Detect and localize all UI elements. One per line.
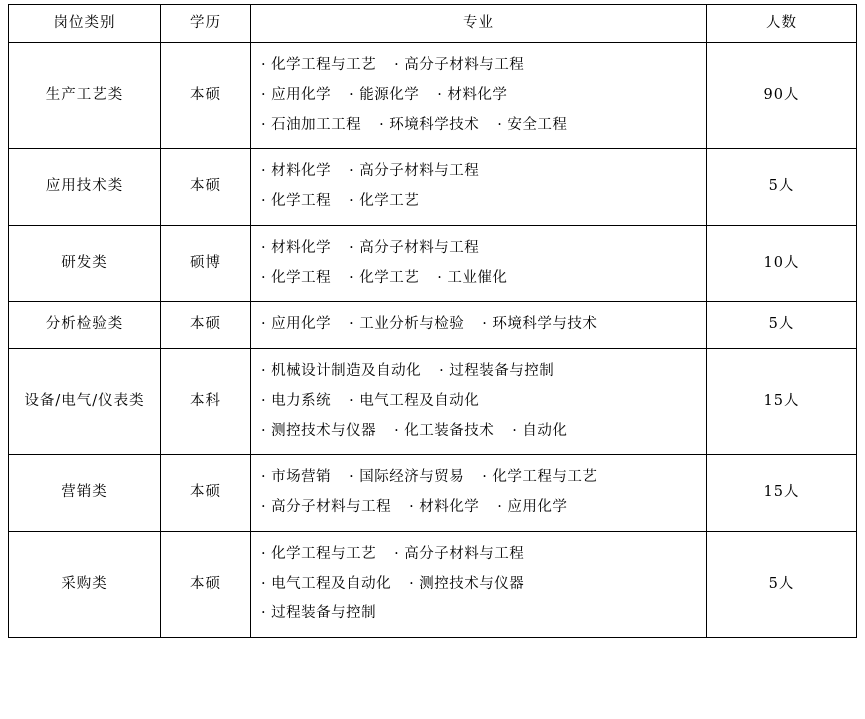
major-item [261, 270, 331, 286]
major-label: 化学工艺 [359, 269, 420, 286]
major-line [261, 417, 700, 447]
major-item [261, 469, 331, 485]
cell-count: 5人 [707, 531, 857, 637]
bullet-icon: · [437, 269, 443, 286]
major-item [261, 605, 376, 621]
cell-majors [251, 302, 707, 349]
bullet-icon: · [349, 86, 355, 103]
cell-category: 生产工艺类 [9, 43, 161, 149]
bullet-icon: · [261, 575, 267, 592]
major-item [349, 316, 464, 332]
major-item [261, 57, 376, 73]
table-header [9, 5, 857, 43]
major-label: 高分子材料与工程 [271, 499, 392, 515]
table-row [9, 349, 857, 455]
bullet-icon: · [409, 499, 415, 515]
major-item [497, 499, 567, 515]
major-label: 石油加工工程 [271, 116, 362, 133]
major-line [261, 187, 700, 217]
cell-count: 5人 [707, 302, 857, 349]
bullet-icon: · [261, 163, 267, 180]
bullet-icon: · [497, 116, 503, 133]
major-label: 化学工程与工艺 [271, 57, 377, 73]
major-label: 化学工艺 [359, 193, 420, 209]
major-line [261, 234, 700, 264]
major-line [261, 599, 700, 629]
cell-majors [251, 455, 707, 532]
cell-category: 营销类 [9, 455, 161, 532]
major-item [409, 576, 524, 592]
major-item [261, 316, 331, 332]
cell-majors [251, 43, 707, 149]
cell-majors [251, 225, 707, 302]
major-label: 应用化学 [271, 316, 332, 333]
major-label: 电力系统 [271, 392, 332, 409]
major-line [261, 357, 700, 387]
cell-count: 15人 [707, 349, 857, 455]
major-label: 高分子材料与工程 [404, 57, 525, 73]
major-label: 高分子材料与工程 [359, 239, 480, 256]
major-label: 市场营销 [271, 469, 332, 486]
major-label: 高分子材料与工程 [404, 545, 525, 562]
cell-education: 本硕 [161, 302, 251, 349]
bullet-icon: · [497, 499, 503, 515]
cell-education: 本硕 [161, 43, 251, 149]
major-line [261, 51, 700, 81]
table-row [9, 455, 857, 532]
major-item [482, 316, 597, 332]
major-label: 应用化学 [507, 499, 568, 515]
cell-majors [251, 531, 707, 637]
major-label: 化工装备技术 [404, 422, 495, 439]
major-item [261, 363, 421, 379]
bullet-icon: · [349, 239, 355, 256]
major-line [261, 387, 700, 417]
header-major: 专业 [251, 5, 707, 43]
bullet-icon: · [261, 86, 267, 103]
cell-category: 设备/电气/仪表类 [9, 349, 161, 455]
major-item [379, 117, 479, 133]
bullet-icon: · [261, 269, 267, 286]
bullet-icon: · [439, 363, 445, 379]
bullet-icon: · [261, 422, 267, 439]
bullet-icon: · [261, 239, 267, 256]
bullet-icon: · [349, 163, 355, 180]
major-item [394, 57, 524, 73]
major-item [261, 240, 331, 256]
cell-education: 本科 [161, 349, 251, 455]
major-item [261, 423, 376, 439]
major-label: 材料化学 [447, 86, 508, 103]
major-label: 材料化学 [271, 239, 332, 256]
major-item [261, 499, 391, 515]
major-item [261, 393, 331, 409]
major-item [512, 423, 567, 439]
bullet-icon: · [394, 422, 400, 439]
cell-education: 本硕 [161, 531, 251, 637]
major-item [497, 117, 567, 133]
bullet-icon: · [394, 57, 400, 73]
major-label: 化学工程与工艺 [271, 545, 377, 562]
bullet-icon: · [261, 116, 267, 133]
major-item [261, 193, 331, 209]
bullet-icon: · [261, 57, 267, 73]
major-label: 国际经济与贸易 [359, 469, 465, 486]
major-label: 化学工程 [271, 193, 332, 209]
major-item [409, 499, 479, 515]
major-line [261, 493, 700, 523]
major-item [394, 546, 524, 562]
major-line [261, 81, 700, 111]
major-label: 过程装备与控制 [271, 605, 377, 622]
major-item [349, 270, 419, 286]
major-line [261, 111, 700, 141]
major-label: 电气工程及自动化 [271, 575, 392, 592]
bullet-icon: · [349, 469, 355, 486]
bullet-icon: · [261, 499, 267, 515]
major-item [437, 270, 507, 286]
bullet-icon: · [349, 269, 355, 286]
major-item [349, 393, 479, 409]
bullet-icon: · [261, 316, 267, 333]
major-item [349, 193, 419, 209]
major-label: 化学工程与工艺 [492, 469, 598, 486]
bullet-icon: · [261, 469, 267, 486]
cell-majors [251, 349, 707, 455]
bullet-icon: · [261, 392, 267, 409]
major-label: 环境科学与技术 [492, 316, 598, 333]
cell-count: 5人 [707, 149, 857, 226]
cell-category: 分析检验类 [9, 302, 161, 349]
bullet-icon: · [394, 545, 400, 562]
recruitment-table [8, 4, 857, 638]
major-label: 高分子材料与工程 [359, 163, 480, 180]
major-label: 测控技术与仪器 [419, 575, 525, 592]
major-line [261, 264, 700, 294]
table-row [9, 225, 857, 302]
bullet-icon: · [409, 575, 415, 592]
major-item [349, 240, 479, 256]
major-label: 化学工程 [271, 269, 332, 286]
major-item [349, 163, 479, 179]
major-item [261, 87, 331, 103]
major-label: 能源化学 [359, 86, 420, 103]
major-item [437, 87, 507, 103]
major-item [261, 576, 391, 592]
cell-count: 90人 [707, 43, 857, 149]
major-item [349, 469, 464, 485]
major-item [482, 469, 597, 485]
bullet-icon: · [349, 193, 355, 209]
major-item [261, 163, 331, 179]
bullet-icon: · [349, 392, 355, 409]
bullet-icon: · [379, 116, 385, 133]
table-row [9, 149, 857, 226]
header-count: 人数 [707, 5, 857, 43]
major-label: 工业催化 [447, 269, 508, 286]
bullet-icon: · [261, 363, 267, 379]
bullet-icon: · [349, 316, 355, 333]
bullet-icon: · [512, 422, 518, 439]
bullet-icon: · [261, 545, 267, 562]
cell-category: 应用技术类 [9, 149, 161, 226]
major-item [349, 87, 419, 103]
cell-majors [251, 149, 707, 226]
bullet-icon: · [261, 193, 267, 209]
major-line [261, 463, 700, 493]
cell-education: 本硕 [161, 149, 251, 226]
major-label: 过程装备与控制 [449, 363, 555, 379]
major-label: 机械设计制造及自动化 [271, 363, 422, 379]
major-line [261, 570, 700, 600]
cell-education: 本硕 [161, 455, 251, 532]
major-label: 环境科学技术 [389, 116, 480, 133]
cell-count: 10人 [707, 225, 857, 302]
major-line [261, 157, 700, 187]
header-education: 学历 [161, 5, 251, 43]
cell-count: 15人 [707, 455, 857, 532]
major-label: 应用化学 [271, 86, 332, 103]
header-category: 岗位类别 [9, 5, 161, 43]
cell-category: 采购类 [9, 531, 161, 637]
table-body [9, 43, 857, 638]
major-label: 材料化学 [271, 163, 332, 180]
major-label: 测控技术与仪器 [271, 422, 377, 439]
major-label: 安全工程 [507, 116, 568, 133]
header-row [9, 5, 857, 43]
major-item [439, 363, 554, 379]
major-item [394, 423, 494, 439]
bullet-icon: · [482, 469, 488, 486]
cell-category: 研发类 [9, 225, 161, 302]
major-item [261, 117, 361, 133]
major-label: 材料化学 [419, 499, 480, 515]
table-row [9, 43, 857, 149]
bullet-icon: · [261, 605, 267, 622]
major-line [261, 540, 700, 570]
table-row [9, 302, 857, 349]
major-item [261, 546, 376, 562]
bullet-icon: · [437, 86, 443, 103]
major-label: 电气工程及自动化 [359, 392, 480, 409]
major-label: 自动化 [522, 422, 568, 439]
table-row [9, 531, 857, 637]
major-label: 工业分析与检验 [359, 316, 465, 333]
major-line [261, 310, 700, 340]
bullet-icon: · [482, 316, 488, 333]
cell-education: 硕博 [161, 225, 251, 302]
